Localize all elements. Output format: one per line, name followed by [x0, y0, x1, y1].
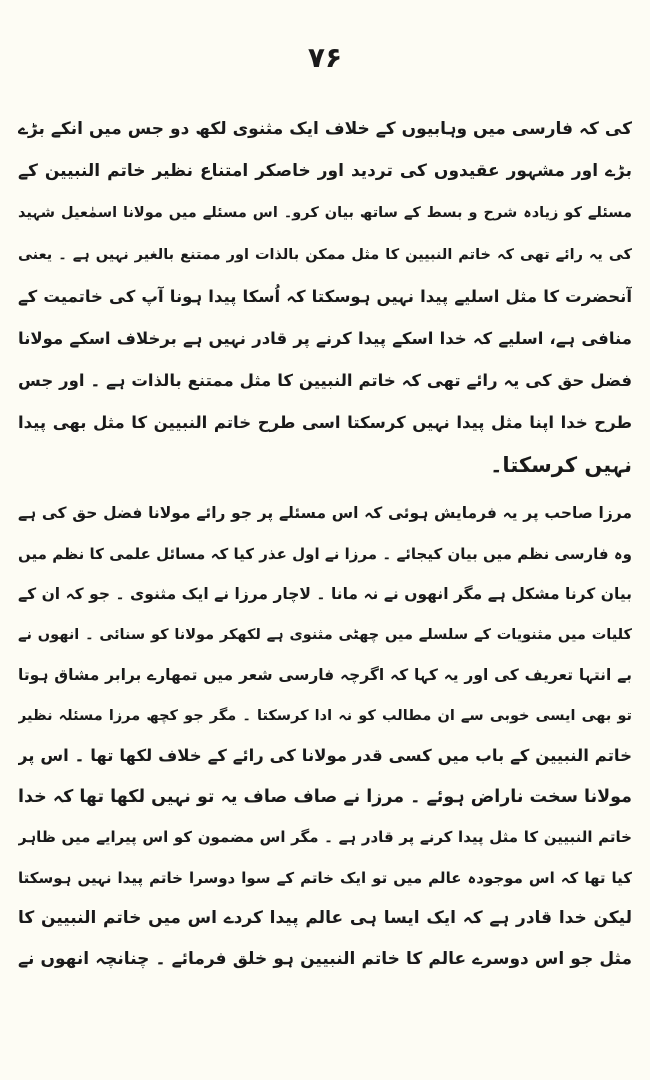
text-line: مولانا سخت ناراض ہوئے ۔ مرزا نے صاف صاف یہ تو نہیں لکھا تھا کہ خدا — [18, 786, 632, 807]
text-line: بے انتہا تعریف کی اور یہ کہا کہ اگرچہ فارسی شعر میں تمھارے برابر مشاق ہوتا — [18, 666, 632, 684]
text-line: کلیات میں مثنویات کے سلسلے میں چھٹی مثنوی ہے لکھکر مولانا کو سنائی ۔ انھوں نے — [18, 626, 632, 643]
text-line: مرزا صاحب پر یہ فرمایش ہوئی کہ اس مسئلے پر جو رائے مولانا فضل حق کی ہے — [18, 504, 632, 522]
text-line: کی یہ رائے تھی کہ خاتم النبیین کا مثل ممکن بالذات اور ممتنع بالغیر نہیں ہے ۔ یعنی — [18, 247, 632, 263]
paragraph-1 — [18, 108, 632, 486]
text-line: مسئلے کو زیادہ شرح و بسط کے ساتھ بیان کرو۔ اس مسئلے میں مولانا اسمٰعیل شہید — [18, 205, 632, 221]
text-line: بڑے اور مشہور عقیدوں کی تردید اور خاصکر امتناع نظیر خاتم النبیین کے — [18, 161, 632, 181]
text-line: تو بھی ایسی خوبی سے ان مطالب کو نہ ادا کرسکتا ۔ مگر جو کچھ مرزا مسئلہ نظیر — [18, 707, 632, 724]
text-line: کیا تھا کہ اس موجودہ عالم میں تو ایک خاتم کے سوا دوسرا خاتم پیدا نہیں ہوسکتا — [18, 868, 632, 887]
text-line: منافی ہے، اسلیے کہ خدا اسکے پیدا کرنے پر قادر نہیں ہے برخلاف اسکے مولانا — [18, 329, 632, 348]
text-line: خاتم النبیین کے باب میں کسی قدر مولانا کی رائے کے خلاف لکھا تھا ۔ اس پر — [18, 746, 632, 765]
text-line: خاتم النبیین کا مثل پیدا کرنے پر قادر ہے ۔ مگر اس مضمون کو اس پیرایے میں ظاہر — [18, 828, 632, 846]
page-number: ۷۶ — [307, 41, 343, 74]
text-line: نہیں کرسکتا۔ — [490, 453, 632, 477]
text-line: مثل جو اس دوسرے عالم کا خاتم النبیین ہو خلق فرمائے ۔ چنانچہ انھوں نے — [18, 948, 632, 969]
text-line: کی کہ فارسی میں وہابیوں کے خلاف ایک مثنوی لکھ دو جس میں انکے بڑے — [18, 119, 632, 139]
paragraph-2 — [18, 493, 632, 979]
text-line: بیان کرنا مشکل ہے مگر انھوں نے نہ مانا ۔ لاچار مرزا نے ایک مثنوی ۔ جو کہ ان کے — [18, 585, 632, 603]
text-line: آنحضرت کا مثل اسلیے پیدا نہیں ہوسکتا کہ اُسکا پیدا ہونا آپ کی خاتمیت کے — [18, 287, 632, 306]
text-line: فضل حق کی یہ رائے تھی کہ خاتم النبیین کا مثل ممتنع بالذات ہے ۔ اور جس — [18, 371, 632, 390]
text-line: لیکن خدا قادر ہے کہ ایک ایسا ہی عالم پیدا کردے اس میں خاتم النبیین کا — [18, 908, 632, 928]
text-line: وہ فارسی نظم میں بیان کیجائے ۔ مرزا نے اول عذر کیا کہ مسائل علمی کا نظم میں — [18, 544, 632, 563]
text-line: طرح خدا اپنا مثل پیدا نہیں کرسکتا اسی طرح خاتم النبیین کا مثل بھی پیدا — [18, 413, 632, 432]
